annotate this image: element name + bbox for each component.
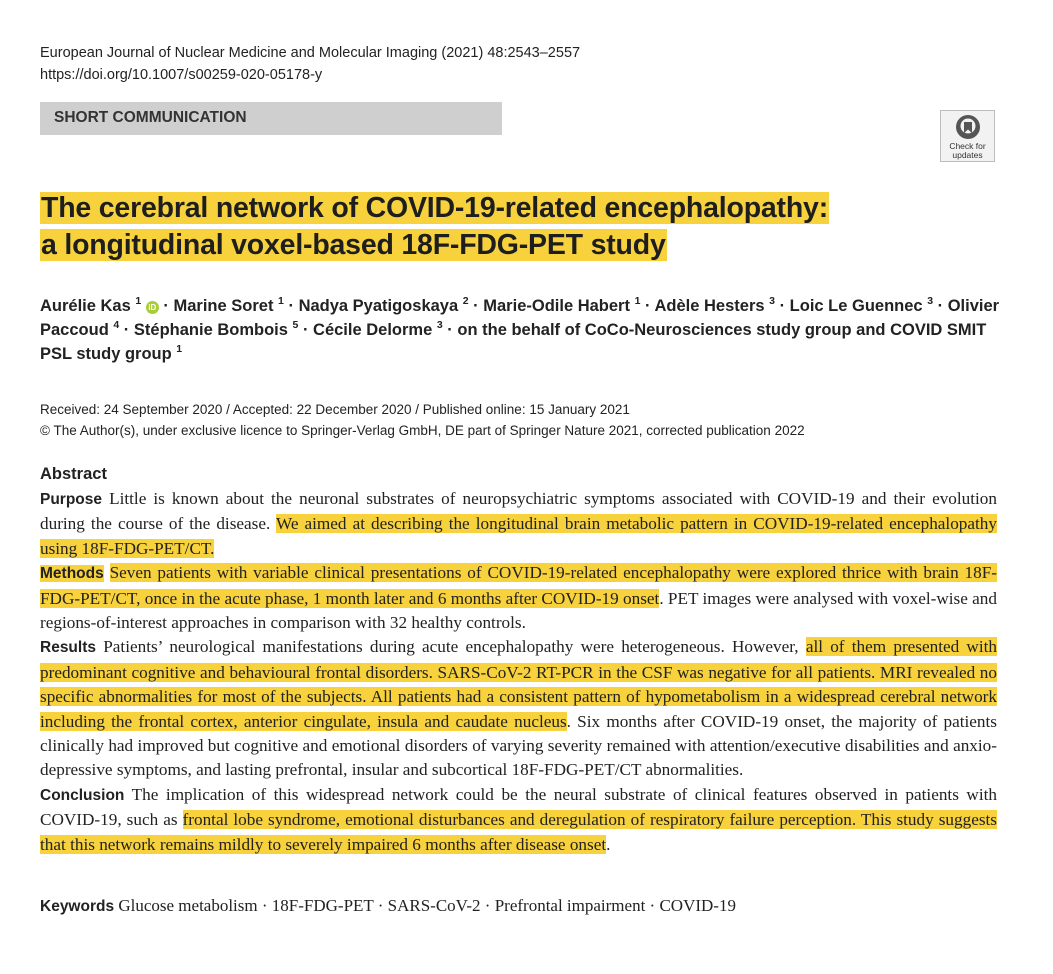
author-affiliation: 4 (113, 319, 120, 331)
abstract-text: Patients’ neurological manifestations during acute encephalopathy were heterogeneous. However, (103, 637, 806, 657)
check-updates-line2: updates (952, 150, 983, 160)
abstract-section-conclusion (40, 783, 997, 857)
author-name: Marie-Odile Habert (483, 297, 630, 315)
author-separator: · (119, 321, 134, 339)
keywords-list: Glucose metabolism · 18F-FDG-PET · SARS-CoV-2 · Prefrontal impairment · COVID-19 (118, 896, 736, 915)
title-line-2: a longitudinal voxel-based 18F-FDG-PET study (41, 229, 666, 261)
article-type-bar (40, 102, 502, 135)
author-name: Marine Soret (173, 297, 274, 315)
publication-dates: Received: 24 September 2020 / Accepted: 22 December 2020 / Published online: 15 January 2021 (40, 402, 630, 417)
author-name: Olivier Paccoud (40, 297, 1000, 339)
highlighted-text: all of them presented with predominant cognitive and behavioural frontal disorders. SARS-CoV-2 RT-PCR in the CSF was negative for all patients. MRI revealed no specific abnormalities for most of the subjects. All patients had a consistent pattern of hypometabolism in a widespread cerebral network including the frontal cortex, anterior cingulate, insula and caudate nucleus (40, 637, 997, 731)
check-updates-line1: Check for (949, 141, 986, 151)
abstract-body (40, 487, 997, 857)
author-affiliation: 1 (634, 295, 641, 307)
abstract-text: . (606, 834, 611, 854)
author-affiliation: 3 (436, 319, 443, 331)
author-name: Aurélie Kas (40, 297, 131, 315)
abstract-section-methods (40, 561, 997, 635)
author[interactable] (174, 297, 284, 315)
author-affiliation: 1 (135, 295, 142, 307)
author-separator: · (442, 321, 458, 339)
copyright-notice: © The Author(s), under exclusive licence to Springer-Verlag GmbH, DE part of Springer Nature 2021, corrected publication 2022 (40, 423, 805, 438)
author-separator: · (468, 297, 484, 315)
author-affiliation: 2 (462, 295, 469, 307)
author-separator: · (158, 297, 174, 315)
abstract-text: . Six months after COVID-19 onset, the majority of patients clinically had improved but cognitive and emotional disorders of varying severity remained with attention/executive disabilities and anxio-depressive symptoms, and lasting prefrontal, insular and subcortical 18F-FDG-PET/CT abnormalities. (40, 711, 997, 780)
abstract-heading: Abstract (40, 465, 107, 483)
bookmark-refresh-icon (954, 113, 982, 141)
article-type-label: SHORT COMMUNICATION (54, 109, 247, 126)
journal-citation: European Journal of Nuclear Medicine and Molecular Imaging (2021) 48:2543–2557 (40, 45, 581, 61)
article-title (40, 190, 940, 264)
author-separator: · (283, 297, 299, 315)
check-for-updates-button[interactable] (940, 110, 995, 162)
abstract-section-label: Conclusion (40, 786, 125, 804)
author[interactable] (654, 297, 775, 315)
abstract-section-purpose (40, 487, 997, 561)
abstract-section-label: Purpose (40, 491, 103, 508)
abstract-section-label: Methods (40, 565, 104, 583)
author[interactable] (40, 297, 159, 315)
author-list (40, 294, 1000, 366)
title-line-1: The cerebral network of COVID-19-related encephalopathy: (41, 192, 828, 224)
author-separator: · (933, 297, 948, 315)
doi-link[interactable]: https://doi.org/10.1007/s00259-020-05178-y (40, 67, 323, 83)
author-affiliation: 1 (278, 295, 284, 307)
abstract-text: The implication of this widespread network could be the neural substrate of clinical features observed in patients with COVID-19, such as (40, 784, 997, 830)
abstract-text: . PET images were analysed with voxel-wise and regions-of-interest approaches in comparison with 32 healthy controls. (40, 588, 997, 633)
author-name: on the behalf of CoCo-Neurosciences study group and COVID SMIT PSL study group (40, 321, 987, 363)
author[interactable] (299, 297, 469, 315)
author-name: Cécile Delorme (313, 321, 433, 339)
keywords-line (40, 896, 736, 916)
highlighted-text: frontal lobe syndrome, emotional disturbances and deregulation of respiratory failure perception. This study suggests that this network remains mildly to severely impaired 6 months after disease onset (40, 810, 997, 854)
author[interactable] (790, 297, 933, 315)
highlighted-text: Seven patients with variable clinical presentations of COVID-19-related encephalopathy were explored thrice with brain 18F-FDG-PET/CT, once in the acute phase, 1 month later and 6 months after COVID-19 onset (40, 563, 998, 608)
abstract-section-label: Results (40, 639, 96, 657)
orcid-icon[interactable]: iD (146, 301, 159, 314)
author-affiliation: 3 (927, 295, 934, 307)
abstract-text: Little is known about the neuronal substrates of neuropsychiatric symptoms associated with COVID-19 and their evolution during the course of the disease. (40, 489, 997, 534)
author-affiliation: 5 (292, 319, 299, 331)
author-name: Stéphanie Bombois (133, 321, 288, 339)
author-name: Loic Le Guennec (789, 297, 923, 315)
author-separator: · (774, 297, 790, 315)
author-affiliation: 3 (769, 295, 775, 307)
author[interactable] (313, 321, 443, 339)
author-separator: · (298, 321, 314, 339)
author[interactable] (483, 297, 640, 315)
author-name: Nadya Pyatigoskaya (298, 297, 459, 315)
author-affiliation: 1 (176, 343, 183, 355)
check-for-updates-label (941, 142, 994, 160)
abstract-section-results (40, 635, 997, 782)
author[interactable] (134, 321, 298, 339)
author-separator: · (640, 297, 655, 315)
highlighted-text: We aimed at describing the longitudinal brain metabolic pattern in COVID-19-related encephalopathy using 18F-FDG-PET/CT. (40, 514, 997, 558)
author-name: Adèle Hesters (654, 297, 765, 315)
keywords-label: Keywords (40, 898, 115, 915)
